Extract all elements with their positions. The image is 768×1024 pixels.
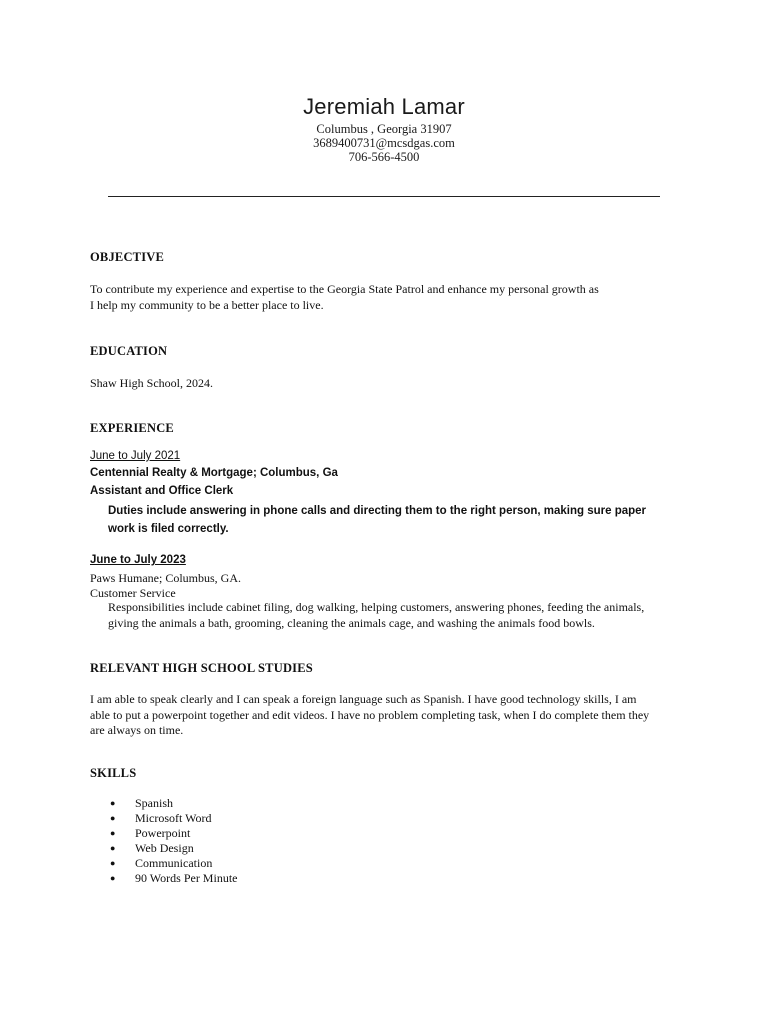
candidate-name: Jeremiah Lamar (303, 94, 465, 119)
header-divider (108, 196, 660, 197)
skill-label: Powerpoint (135, 826, 191, 840)
skill-item (110, 871, 237, 886)
studies-heading: RELEVANT HIGH SCHOOL STUDIES (90, 661, 313, 675)
studies-line: I am able to speak clearly and I can speak a foreign language such as Spanish. I have good technology skills, I am (90, 692, 637, 706)
skill-item (110, 841, 237, 856)
skill-label: Spanish (135, 796, 174, 810)
skill-item (110, 826, 237, 841)
studies-line: are always on time. (90, 723, 184, 737)
bullet-icon: ● (110, 828, 116, 838)
job-employer: Paws Humane; Columbus, GA. (90, 571, 241, 585)
job-description-line: giving the animals a bath, grooming, cleaning the animals cage, and washing the animals food bowls. (108, 615, 595, 630)
objective-text (90, 282, 599, 313)
bullet-icon: ● (110, 798, 116, 808)
job-description-line: Responsibilities include cabinet filing, dog walking, helping customers, answering phones, feeding the animals, (108, 600, 645, 614)
objective-line: To contribute my experience and expertise to the Georgia State Patrol and enhance my personal growth as (90, 282, 599, 296)
skill-label: Web Design (135, 841, 194, 855)
skill-item (110, 796, 237, 811)
skill-label: 90 Words Per Minute (135, 871, 238, 885)
job-description (108, 503, 668, 538)
bullet-icon: ● (110, 813, 116, 823)
job-dates: June to July 2023 (90, 554, 186, 566)
skills-heading: SKILLS (90, 766, 137, 780)
bullet-icon: ● (110, 873, 116, 883)
bullet-icon: ● (110, 858, 116, 868)
objective-heading: OBJECTIVE (90, 250, 165, 264)
job-description (108, 600, 668, 631)
job-description-line: Duties include answering in phone calls and directing them to the right person, making sure paper (108, 505, 647, 517)
job-employer: Centennial Realty & Mortgage; Columbus, Ga (90, 467, 338, 479)
phone-line: 706-566-4500 (348, 150, 420, 164)
skill-item (110, 856, 237, 871)
address-line: Columbus , Georgia 31907 (316, 122, 452, 136)
skills-list (110, 796, 237, 886)
studies-text (90, 692, 649, 739)
skill-item (110, 811, 237, 826)
skill-label: Communication (135, 856, 213, 870)
bullet-icon: ● (110, 843, 116, 853)
education-heading: EDUCATION (90, 344, 168, 358)
skill-label: Microsoft Word (135, 811, 212, 825)
job-dates: June to July 2021 (90, 450, 181, 462)
education-entry: Shaw High School, 2024. (90, 376, 213, 390)
job-title: Customer Service (90, 586, 176, 600)
resume-header (0, 92, 768, 164)
job-title: Assistant and Office Clerk (90, 485, 234, 497)
studies-line: able to put a powerpoint together and edit videos. I have no problem completing task, when I do complete them they (90, 707, 650, 722)
experience-heading: EXPERIENCE (90, 421, 174, 435)
job-description-line: work is filed correctly. (108, 522, 229, 535)
email-line: 3689400731@mcsdgas.com (313, 136, 455, 150)
objective-line: I help my community to be a better place to live. (90, 297, 324, 312)
